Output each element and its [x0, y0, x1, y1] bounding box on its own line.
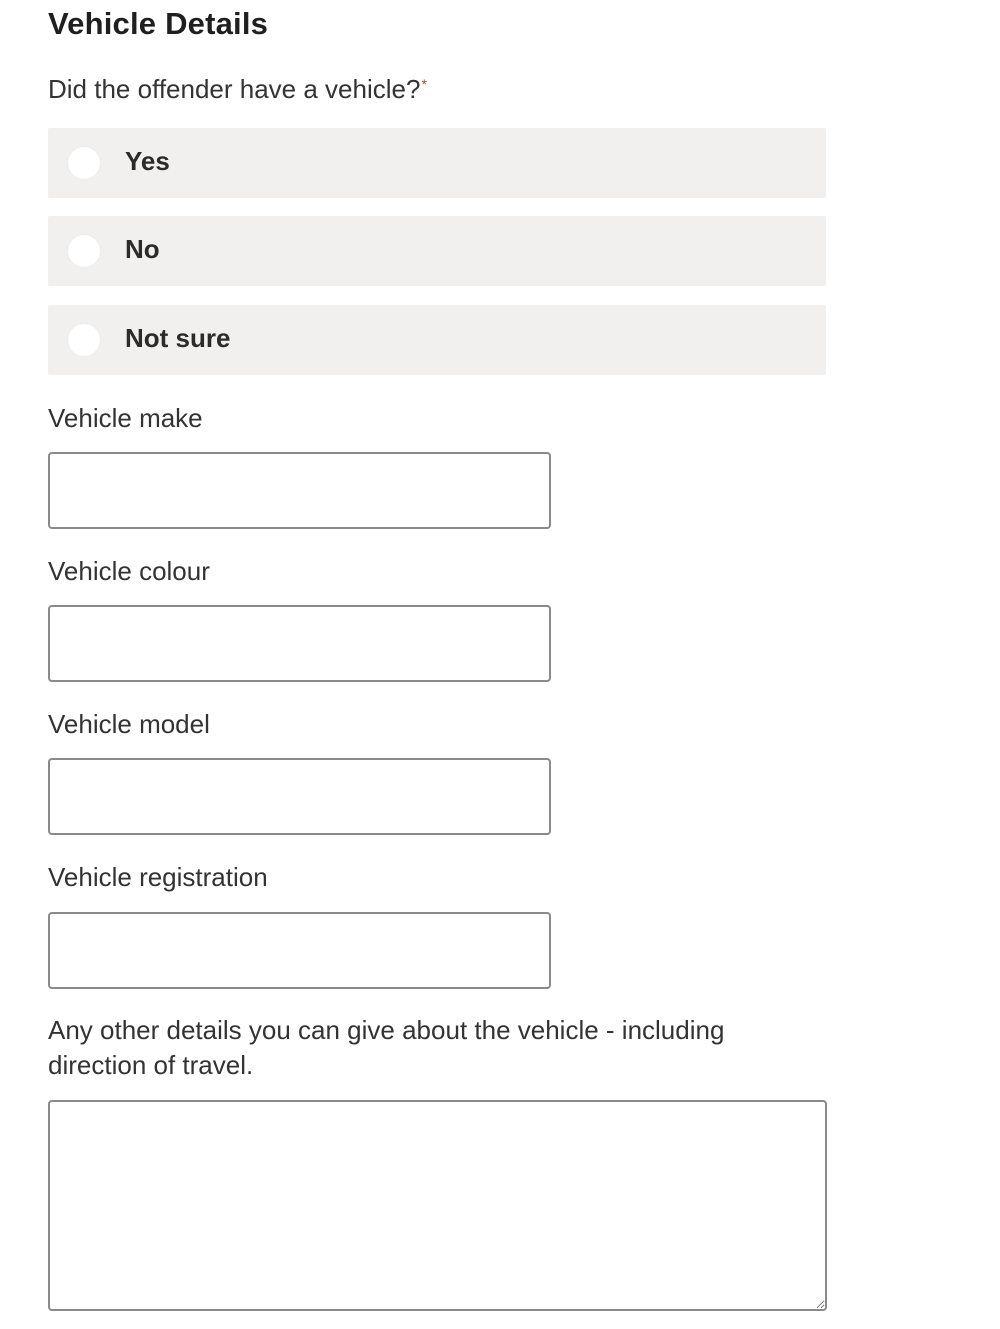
vehicle-question-text: Did the offender have a vehicle?	[48, 74, 421, 104]
vehicle-question-label	[48, 74, 427, 105]
vehicle-colour-input[interactable]	[48, 605, 551, 682]
vehicle-colour-label: Vehicle colour	[48, 556, 210, 586]
vehicle-registration-label: Vehicle registration	[48, 862, 268, 892]
radio-label-not-sure: Not sure	[125, 323, 231, 353]
radio-option-no[interactable]	[48, 216, 826, 286]
radio-button-not-sure[interactable]	[67, 323, 101, 357]
vehicle-registration-input[interactable]	[48, 912, 551, 989]
required-marker: *	[421, 76, 427, 92]
radio-label-yes: Yes	[125, 146, 170, 176]
section-title: Vehicle Details	[48, 6, 269, 41]
radio-label-no: No	[125, 234, 160, 264]
radio-button-yes[interactable]	[67, 146, 101, 180]
radio-button-no[interactable]	[67, 234, 101, 268]
vehicle-make-label: Vehicle make	[48, 403, 203, 433]
vehicle-model-label: Vehicle model	[48, 709, 210, 739]
radio-option-yes[interactable]	[48, 128, 826, 198]
radio-option-not-sure[interactable]	[48, 305, 826, 375]
vehicle-model-input[interactable]	[48, 758, 551, 835]
other-details-textarea[interactable]	[48, 1100, 827, 1311]
other-details-label: Any other details you can give about the vehicle - including direction of travel.	[48, 1015, 725, 1080]
vehicle-make-input[interactable]	[48, 452, 551, 529]
